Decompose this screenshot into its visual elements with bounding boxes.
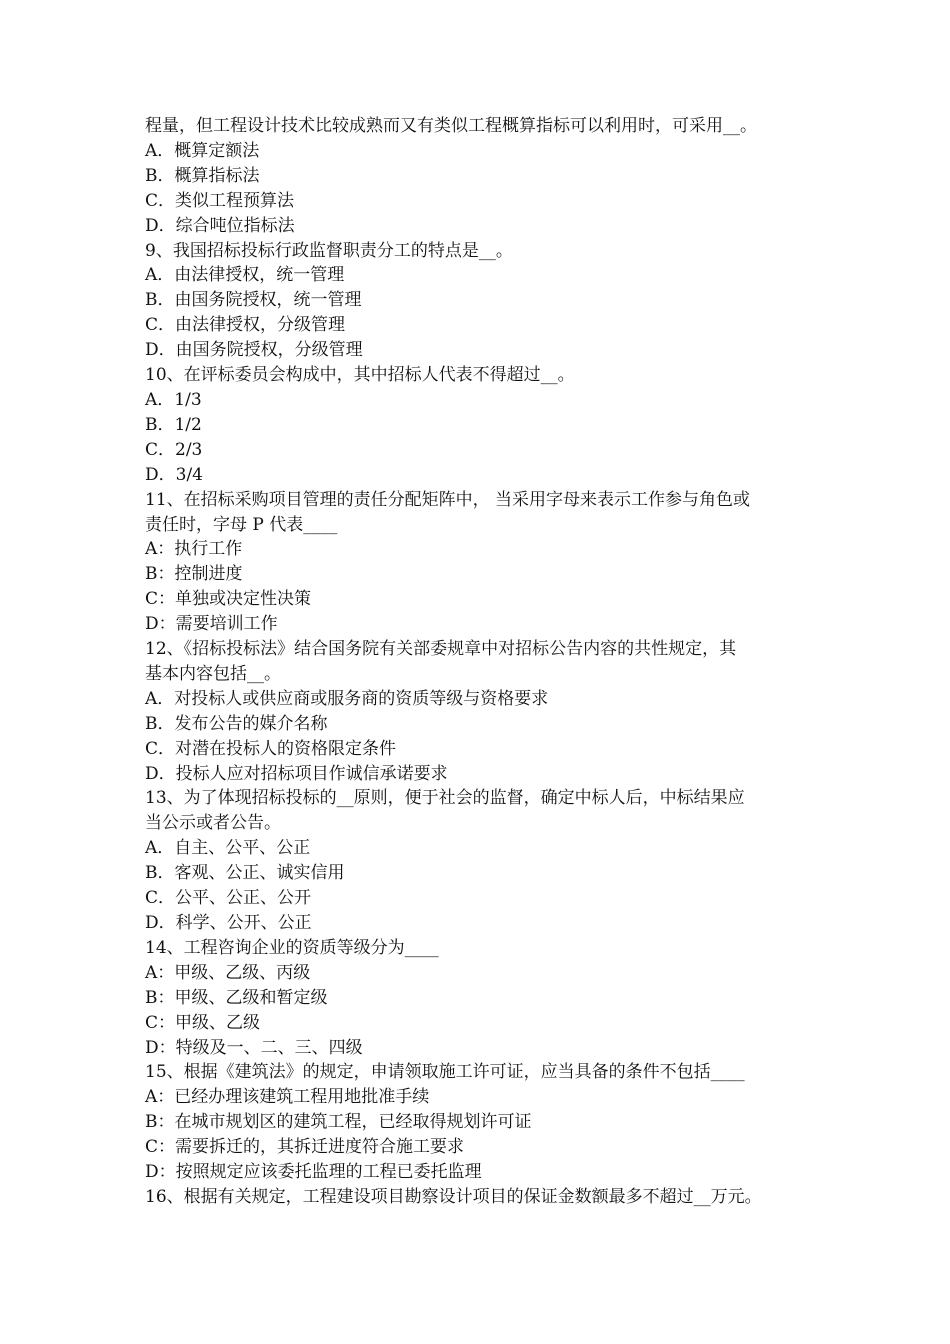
option-d: D．投标人应对招标项目作诚信承诺要求 — [145, 763, 448, 784]
option-d: D．综合吨位指标法 — [145, 215, 295, 236]
option-d: D：按照规定应该委托监理的工程已委托监理 — [145, 1162, 482, 1183]
question-13-continued: 当公示或者公告。 — [145, 813, 281, 834]
option-b: B．由国务院授权，统一管理 — [145, 290, 362, 311]
option-a: A：执行工作 — [145, 539, 243, 560]
text-line: 程量，但工程设计技术比较成熟而又有类似工程概算指标可以利用时，可采用__。 — [145, 116, 757, 136]
option-b: B：甲级、乙级和暂定级 — [145, 987, 328, 1008]
option-d: D．由国务院授权，分级管理 — [145, 340, 363, 361]
question-9: 9、我国招标投标行政监督职责分工的特点是__。 — [145, 240, 513, 261]
option-a: A：甲级、乙级、丙级 — [145, 962, 311, 983]
question-11: 11、在招标采购项目管理的责任分配矩阵中， 当采用字母来表示工作参与角色或 — [145, 489, 751, 510]
option-d: D：需要培训工作 — [145, 614, 278, 635]
option-d: D．科学、公开、公正 — [145, 913, 312, 933]
question-10: 10、在评标委员会构成中，其中招标人代表不得超过__。 — [145, 365, 575, 386]
option-a: A．概算定额法 — [145, 140, 260, 161]
question-12-continued: 基本内容包括__。 — [145, 663, 281, 684]
question-16: 16、根据有关规定，工程建设项目勘察设计项目的保证金数额最多不超过__万元。 — [145, 1186, 762, 1207]
option-c: C：甲级、乙级 — [145, 1012, 261, 1033]
option-b: B：在城市规划区的建筑工程，已经取得规划许可证 — [145, 1112, 532, 1133]
option-a: A：已经办理该建筑工程用地批准手续 — [145, 1087, 430, 1108]
option-c: C．类似工程预算法 — [145, 190, 295, 211]
option-c: C：需要拆迁的，其拆迁进度符合施工要求 — [145, 1137, 465, 1158]
option-b: B．1/2 — [145, 414, 202, 435]
option-c: C．2/3 — [145, 439, 203, 460]
option-d: D：特级及一、二、三、四级 — [145, 1037, 363, 1058]
option-b: B．发布公告的媒介名称 — [145, 713, 328, 734]
option-c: C．公平、公正、公开 — [145, 888, 312, 909]
document-body — [145, 114, 815, 1210]
option-a: A．1/3 — [145, 389, 202, 410]
option-c: C：单独或决定性决策 — [145, 589, 312, 610]
option-d: D．3/4 — [145, 464, 203, 485]
option-b: B：控制进度 — [145, 564, 243, 585]
option-a: A．由法律授权，统一管理 — [145, 265, 345, 286]
question-13: 13、为了体现招标投标的__原则，便于社会的监督，确定中标人后，中标结果应 — [145, 788, 745, 809]
question-12: 12、《招标投标法》结合国务院有关部委规章中对招标公告内容的共性规定，其 — [145, 639, 737, 660]
option-a: A．对投标人或供应商或服务商的资质等级与资格要求 — [145, 688, 549, 709]
option-a: A．自主、公平、公正 — [145, 838, 311, 859]
question-15: 15、根据《建筑法》的规定，申请领取施工许可证，应当具备的条件不包括____ — [145, 1062, 745, 1083]
option-c: C．由法律授权，分级管理 — [145, 315, 346, 336]
option-c: C．对潜在投标人的资格限定条件 — [145, 738, 397, 759]
option-b: B．客观、公正、诚实信用 — [145, 863, 345, 884]
question-11-continued: 责任时，字母 P 代表____ — [145, 514, 338, 535]
option-b: B．概算指标法 — [145, 165, 260, 186]
question-14: 14、工程咨询企业的资质等级分为____ — [145, 937, 439, 958]
